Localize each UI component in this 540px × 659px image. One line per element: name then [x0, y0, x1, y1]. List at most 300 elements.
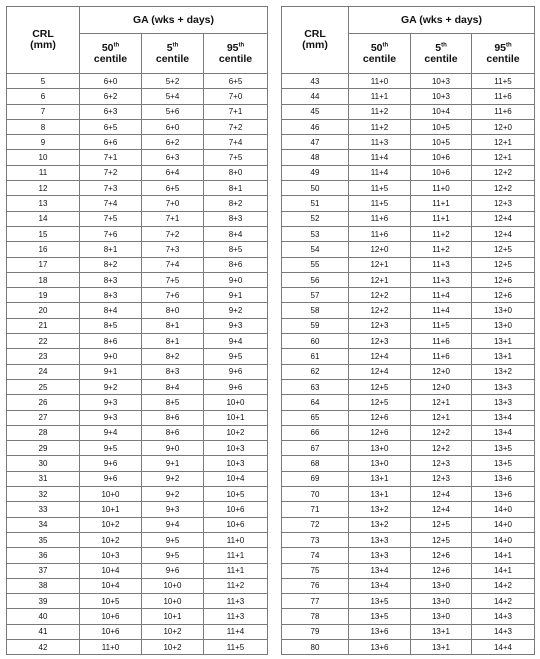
- centile-5-cell: 8+2: [142, 349, 204, 364]
- centile-5-cell: 9+6: [142, 563, 204, 578]
- centile-5-cell: 8+0: [142, 303, 204, 318]
- centile-50-cell: 9+4: [80, 425, 142, 440]
- centile-50-cell: 13+2: [349, 517, 411, 532]
- crl-cell: 46: [282, 119, 349, 134]
- crl-cell: 20: [7, 303, 80, 318]
- centile-5-cell: 10+5: [411, 119, 472, 134]
- crl-cell: 29: [7, 441, 80, 456]
- centile-95-cell: 9+6: [204, 364, 268, 379]
- centile-5-cell: 9+2: [142, 471, 204, 486]
- centile-50-cell: 12+5: [349, 395, 411, 410]
- centile-95-cell: 12+2: [472, 165, 535, 180]
- crl-cell: 37: [7, 563, 80, 578]
- centile-5-cell: 12+2: [411, 425, 472, 440]
- centile-95-cell: 12+5: [472, 257, 535, 272]
- crl-cell: 33: [7, 502, 80, 517]
- centile-50-cell: 12+6: [349, 410, 411, 425]
- table-row: [282, 487, 535, 502]
- crl-cell: 53: [282, 226, 349, 241]
- table-row: [7, 135, 268, 150]
- crl-table-left: [6, 6, 268, 655]
- crl-cell: 51: [282, 196, 349, 211]
- centile-95-cell: 10+3: [204, 456, 268, 471]
- centile-95-cell: 9+3: [204, 318, 268, 333]
- centile-50-cell: 11+5: [349, 196, 411, 211]
- centile-50-cell: 12+4: [349, 349, 411, 364]
- centile-5-header: 5th centile: [411, 34, 472, 74]
- crl-cell: 58: [282, 303, 349, 318]
- crl-cell: 35: [7, 532, 80, 547]
- crl-cell: 15: [7, 226, 80, 241]
- table-row: [282, 74, 535, 89]
- centile-95-cell: 13+4: [472, 425, 535, 440]
- centile-50-cell: 10+0: [80, 487, 142, 502]
- centile-95-cell: 11+4: [204, 624, 268, 639]
- centile-5-cell: 10+6: [411, 165, 472, 180]
- centile-5-cell: 6+5: [142, 181, 204, 196]
- crl-cell: 43: [282, 74, 349, 89]
- crl-cell: 44: [282, 89, 349, 104]
- centile-50-cell: 8+1: [80, 242, 142, 257]
- table-row: [282, 517, 535, 532]
- table-row: [282, 196, 535, 211]
- crl-cell: 24: [7, 364, 80, 379]
- table-row: [7, 563, 268, 578]
- crl-cell: 71: [282, 502, 349, 517]
- centile-50-cell: 13+6: [349, 639, 411, 654]
- centile-95-header: 95th centile: [472, 34, 535, 74]
- centile-95-cell: 12+5: [472, 242, 535, 257]
- centile-50-cell: 10+6: [80, 609, 142, 624]
- crl-cell: 23: [7, 349, 80, 364]
- table-body-left: [7, 74, 268, 655]
- centile-95-cell: 10+3: [204, 441, 268, 456]
- crl-header-label: CRL: [304, 28, 326, 40]
- table-row: [7, 334, 268, 349]
- centile-95-cell: 13+0: [472, 303, 535, 318]
- crl-cell: 40: [7, 609, 80, 624]
- centile-5-cell: 7+0: [142, 196, 204, 211]
- centile-95-cell: 11+0: [204, 532, 268, 547]
- crl-cell: 66: [282, 425, 349, 440]
- table-row: [7, 74, 268, 89]
- centile-50-cell: 12+2: [349, 288, 411, 303]
- crl-cell: 45: [282, 104, 349, 119]
- centile-5-cell: 6+2: [142, 135, 204, 150]
- table-row: [282, 257, 535, 272]
- table-row: [7, 487, 268, 502]
- centile-5-cell: 12+3: [411, 471, 472, 486]
- centile-5-cell: 8+4: [142, 379, 204, 394]
- table-row: [7, 119, 268, 134]
- centile-50-cell: 9+0: [80, 349, 142, 364]
- crl-cell: 14: [7, 211, 80, 226]
- crl-header-unit: (mm): [30, 39, 56, 51]
- crl-cell: 9: [7, 135, 80, 150]
- centile-5-cell: 12+6: [411, 563, 472, 578]
- centile-5-cell: 11+1: [411, 196, 472, 211]
- table-body-right: [282, 74, 535, 655]
- centile-5-cell: 7+1: [142, 211, 204, 226]
- table-row: [282, 410, 535, 425]
- centile-5-cell: 11+6: [411, 349, 472, 364]
- centile-95-cell: 13+5: [472, 441, 535, 456]
- centile-50-cell: 12+1: [349, 272, 411, 287]
- table-row: [7, 364, 268, 379]
- table-row: [7, 150, 268, 165]
- crl-cell: 48: [282, 150, 349, 165]
- centile-5-cell: 12+0: [411, 379, 472, 394]
- table-row: [282, 624, 535, 639]
- centile-95-cell: 10+0: [204, 395, 268, 410]
- crl-cell: 74: [282, 548, 349, 563]
- centile-50-cell: 8+3: [80, 288, 142, 303]
- centile-50-cell: 10+1: [80, 502, 142, 517]
- centile-5-cell: 12+5: [411, 517, 472, 532]
- centile-50-cell: 11+3: [349, 135, 411, 150]
- centile-5-cell: 9+5: [142, 532, 204, 547]
- centile-50-cell: 11+4: [349, 165, 411, 180]
- centile-50-cell: 10+3: [80, 548, 142, 563]
- crl-cell: 47: [282, 135, 349, 150]
- table-row: [7, 379, 268, 394]
- centile-95-cell: 8+2: [204, 196, 268, 211]
- centile-95-cell: 10+5: [204, 487, 268, 502]
- table-row: [282, 181, 535, 196]
- centile-95-cell: 12+1: [472, 135, 535, 150]
- crl-cell: 38: [7, 578, 80, 593]
- centile-5-cell: 12+1: [411, 395, 472, 410]
- table-row: [282, 471, 535, 486]
- centile-50-cell: 6+5: [80, 119, 142, 134]
- centile-95-cell: 8+0: [204, 165, 268, 180]
- centile-50-cell: 9+2: [80, 379, 142, 394]
- centile-95-cell: 11+1: [204, 548, 268, 563]
- centile-95-cell: 11+3: [204, 594, 268, 609]
- centile-5-cell: 12+4: [411, 487, 472, 502]
- crl-cell: 28: [7, 425, 80, 440]
- centile-5-cell: 8+1: [142, 334, 204, 349]
- crl-cell: 22: [7, 334, 80, 349]
- centile-50-cell: 13+0: [349, 441, 411, 456]
- crl-cell: 55: [282, 257, 349, 272]
- crl-cell: 60: [282, 334, 349, 349]
- centile-50-cell: 13+5: [349, 594, 411, 609]
- centile-5-cell: 11+3: [411, 257, 472, 272]
- centile-5-cell: 10+2: [142, 624, 204, 639]
- crl-cell: 17: [7, 257, 80, 272]
- centile-5-cell: 12+1: [411, 410, 472, 425]
- table-row: [7, 578, 268, 593]
- table-row: [282, 288, 535, 303]
- centile-50-cell: 13+4: [349, 578, 411, 593]
- centile-95-cell: 9+6: [204, 379, 268, 394]
- table-row: [282, 226, 535, 241]
- centile-95-cell: 11+3: [204, 609, 268, 624]
- crl-cell: 79: [282, 624, 349, 639]
- centile-5-header: 5th centile: [142, 34, 204, 74]
- table-row: [7, 425, 268, 440]
- centile-50-cell: 11+1: [349, 89, 411, 104]
- table-row: [7, 410, 268, 425]
- centile-95-cell: 12+3: [472, 196, 535, 211]
- centile-95-cell: 12+6: [472, 288, 535, 303]
- centile-5-cell: 6+0: [142, 119, 204, 134]
- centile-50-cell: 12+0: [349, 242, 411, 257]
- table-row: [7, 548, 268, 563]
- table-row: [282, 563, 535, 578]
- crl-cell: 70: [282, 487, 349, 502]
- centile-95-cell: 10+4: [204, 471, 268, 486]
- crl-cell: 10: [7, 150, 80, 165]
- table-row: [7, 624, 268, 639]
- centile-95-cell: 13+5: [472, 456, 535, 471]
- table-row: [7, 456, 268, 471]
- table-row: [7, 395, 268, 410]
- table-row: [282, 639, 535, 654]
- crl-cell: 76: [282, 578, 349, 593]
- centile-5-cell: 11+4: [411, 303, 472, 318]
- crl-cell: 7: [7, 104, 80, 119]
- crl-cell: 54: [282, 242, 349, 257]
- table-row: [282, 104, 535, 119]
- table-row: [7, 349, 268, 364]
- table-row: [282, 548, 535, 563]
- centile-95-cell: 8+1: [204, 181, 268, 196]
- centile-5-cell: 10+3: [411, 89, 472, 104]
- centile-5-cell: 10+3: [411, 74, 472, 89]
- centile-50-cell: 6+3: [80, 104, 142, 119]
- crl-header-unit: (mm): [302, 39, 328, 51]
- crl-cell: 49: [282, 165, 349, 180]
- crl-cell: 50: [282, 181, 349, 196]
- centile-5-cell: 7+3: [142, 242, 204, 257]
- centile-5-cell: 9+2: [142, 487, 204, 502]
- centile-50-header: 50th centile: [349, 34, 411, 74]
- centile-5-cell: 10+5: [411, 135, 472, 150]
- centile-50-cell: 11+2: [349, 119, 411, 134]
- centile-5-cell: 11+3: [411, 272, 472, 287]
- table-row: [7, 441, 268, 456]
- table-row: [282, 318, 535, 333]
- centile-5-cell: 10+0: [142, 594, 204, 609]
- centile-50-cell: 13+3: [349, 548, 411, 563]
- centile-5-cell: 7+5: [142, 272, 204, 287]
- centile-50-cell: 12+4: [349, 364, 411, 379]
- table-row: [282, 395, 535, 410]
- centile-5-cell: 9+1: [142, 456, 204, 471]
- table-row: [282, 349, 535, 364]
- centile-5-cell: 9+3: [142, 502, 204, 517]
- crl-cell: 68: [282, 456, 349, 471]
- crl-cell: 67: [282, 441, 349, 456]
- centile-5-cell: 10+0: [142, 578, 204, 593]
- centile-95-cell: 12+4: [472, 211, 535, 226]
- centile-50-cell: 11+6: [349, 226, 411, 241]
- centile-95-cell: 13+2: [472, 364, 535, 379]
- table-row: [7, 517, 268, 532]
- table-row: [7, 471, 268, 486]
- centile-5-cell: 12+5: [411, 532, 472, 547]
- centile-50-cell: 10+4: [80, 578, 142, 593]
- table-row: [282, 165, 535, 180]
- centile-50-cell: 10+2: [80, 532, 142, 547]
- centile-50-cell: 11+0: [80, 639, 142, 654]
- crl-cell: 80: [282, 639, 349, 654]
- crl-cell: 13: [7, 196, 80, 211]
- centile-50-cell: 11+0: [349, 74, 411, 89]
- table-row: [282, 609, 535, 624]
- centile-5-cell: 13+0: [411, 578, 472, 593]
- crl-cell: 75: [282, 563, 349, 578]
- centile-50-cell: 12+1: [349, 257, 411, 272]
- centile-5-cell: 12+3: [411, 456, 472, 471]
- centile-95-cell: 14+0: [472, 502, 535, 517]
- table-row: [282, 456, 535, 471]
- centile-50-cell: 13+3: [349, 532, 411, 547]
- centile-5-cell: 10+1: [142, 609, 204, 624]
- centile-95-cell: 7+0: [204, 89, 268, 104]
- centile-50-cell: 13+0: [349, 456, 411, 471]
- centile-50-cell: 6+6: [80, 135, 142, 150]
- centile-95-cell: 10+6: [204, 517, 268, 532]
- centile-95-cell: 11+1: [204, 563, 268, 578]
- centile-95-cell: 9+1: [204, 288, 268, 303]
- centile-5-cell: 5+2: [142, 74, 204, 89]
- table-row: [282, 594, 535, 609]
- centile-95-cell: 7+4: [204, 135, 268, 150]
- centile-95-cell: 13+4: [472, 410, 535, 425]
- crl-cell: 42: [7, 639, 80, 654]
- table-row: [7, 318, 268, 333]
- table-row: [7, 288, 268, 303]
- centile-5-cell: 12+6: [411, 548, 472, 563]
- table-row: [282, 425, 535, 440]
- centile-95-cell: 13+3: [472, 395, 535, 410]
- centile-5-cell: 7+6: [142, 288, 204, 303]
- centile-5-cell: 6+4: [142, 165, 204, 180]
- table-row: [7, 609, 268, 624]
- centile-50-cell: 12+3: [349, 334, 411, 349]
- centile-50-cell: 8+5: [80, 318, 142, 333]
- centile-5-cell: 8+6: [142, 425, 204, 440]
- centile-95-cell: 9+5: [204, 349, 268, 364]
- centile-95-cell: 8+4: [204, 226, 268, 241]
- centile-5-cell: 8+1: [142, 318, 204, 333]
- ga-header: GA (wks + days): [80, 7, 268, 34]
- centile-50-cell: 7+4: [80, 196, 142, 211]
- centile-95-cell: 12+6: [472, 272, 535, 287]
- centile-5-cell: 12+2: [411, 441, 472, 456]
- centile-50-cell: 12+6: [349, 425, 411, 440]
- table-row: [282, 303, 535, 318]
- crl-cell: 30: [7, 456, 80, 471]
- crl-cell: 64: [282, 395, 349, 410]
- centile-5-cell: 9+0: [142, 441, 204, 456]
- centile-95-cell: 8+5: [204, 242, 268, 257]
- centile-5-cell: 10+2: [142, 639, 204, 654]
- centile-95-cell: 8+6: [204, 257, 268, 272]
- centile-50-cell: 10+2: [80, 517, 142, 532]
- centile-50-cell: 8+4: [80, 303, 142, 318]
- centile-5-cell: 12+4: [411, 502, 472, 517]
- crl-cell: 57: [282, 288, 349, 303]
- centile-95-cell: 11+6: [472, 104, 535, 119]
- table-row: [282, 135, 535, 150]
- centile-50-cell: 8+6: [80, 334, 142, 349]
- crl-cell: 11: [7, 165, 80, 180]
- table-row: [282, 532, 535, 547]
- table-row: [282, 150, 535, 165]
- centile-50-cell: 13+6: [349, 624, 411, 639]
- table-row: [282, 89, 535, 104]
- centile-95-cell: 9+0: [204, 272, 268, 287]
- centile-5-cell: 7+2: [142, 226, 204, 241]
- crl-cell: 56: [282, 272, 349, 287]
- table-row: [7, 502, 268, 517]
- centile-50-cell: 9+1: [80, 364, 142, 379]
- crl-cell: 62: [282, 364, 349, 379]
- centile-50-cell: 13+1: [349, 487, 411, 502]
- centile-5-cell: 13+0: [411, 594, 472, 609]
- centile-95-cell: 9+2: [204, 303, 268, 318]
- centile-5-cell: 5+4: [142, 89, 204, 104]
- centile-95-cell: 14+2: [472, 578, 535, 593]
- table-row: [7, 196, 268, 211]
- centile-5-cell: 9+5: [142, 548, 204, 563]
- crl-cell: 41: [7, 624, 80, 639]
- centile-95-cell: 10+1: [204, 410, 268, 425]
- centile-50-cell: 13+5: [349, 609, 411, 624]
- table-row: [282, 334, 535, 349]
- table-row: [7, 104, 268, 119]
- centile-5-cell: 6+3: [142, 150, 204, 165]
- crl-cell: 25: [7, 379, 80, 394]
- centile-5-cell: 10+4: [411, 104, 472, 119]
- centile-5-cell: 12+0: [411, 364, 472, 379]
- centile-5-cell: 11+2: [411, 226, 472, 241]
- crl-cell: 77: [282, 594, 349, 609]
- centile-50-cell: 8+3: [80, 272, 142, 287]
- centile-95-cell: 14+0: [472, 532, 535, 547]
- centile-5-cell: 13+0: [411, 609, 472, 624]
- centile-50-cell: 7+5: [80, 211, 142, 226]
- centile-95-cell: 14+0: [472, 517, 535, 532]
- crl-cell: 78: [282, 609, 349, 624]
- crl-header-label: CRL: [32, 28, 54, 40]
- centile-95-cell: 14+1: [472, 563, 535, 578]
- centile-5-cell: 10+6: [411, 150, 472, 165]
- crl-cell: 69: [282, 471, 349, 486]
- centile-50-cell: 13+1: [349, 471, 411, 486]
- table-row: [282, 578, 535, 593]
- centile-50-cell: 6+2: [80, 89, 142, 104]
- centile-5-cell: 11+2: [411, 242, 472, 257]
- centile-5-cell: 13+1: [411, 639, 472, 654]
- centile-95-cell: 7+2: [204, 119, 268, 134]
- centile-95-cell: 12+4: [472, 226, 535, 241]
- centile-5-cell: 8+6: [142, 410, 204, 425]
- centile-50-cell: 12+3: [349, 318, 411, 333]
- crl-cell: 32: [7, 487, 80, 502]
- crl-cell: 63: [282, 379, 349, 394]
- centile-50-cell: 12+2: [349, 303, 411, 318]
- centile-95-cell: 14+2: [472, 594, 535, 609]
- crl-cell: 19: [7, 288, 80, 303]
- centile-5-cell: 11+1: [411, 211, 472, 226]
- centile-50-cell: 9+5: [80, 441, 142, 456]
- centile-5-cell: 13+1: [411, 624, 472, 639]
